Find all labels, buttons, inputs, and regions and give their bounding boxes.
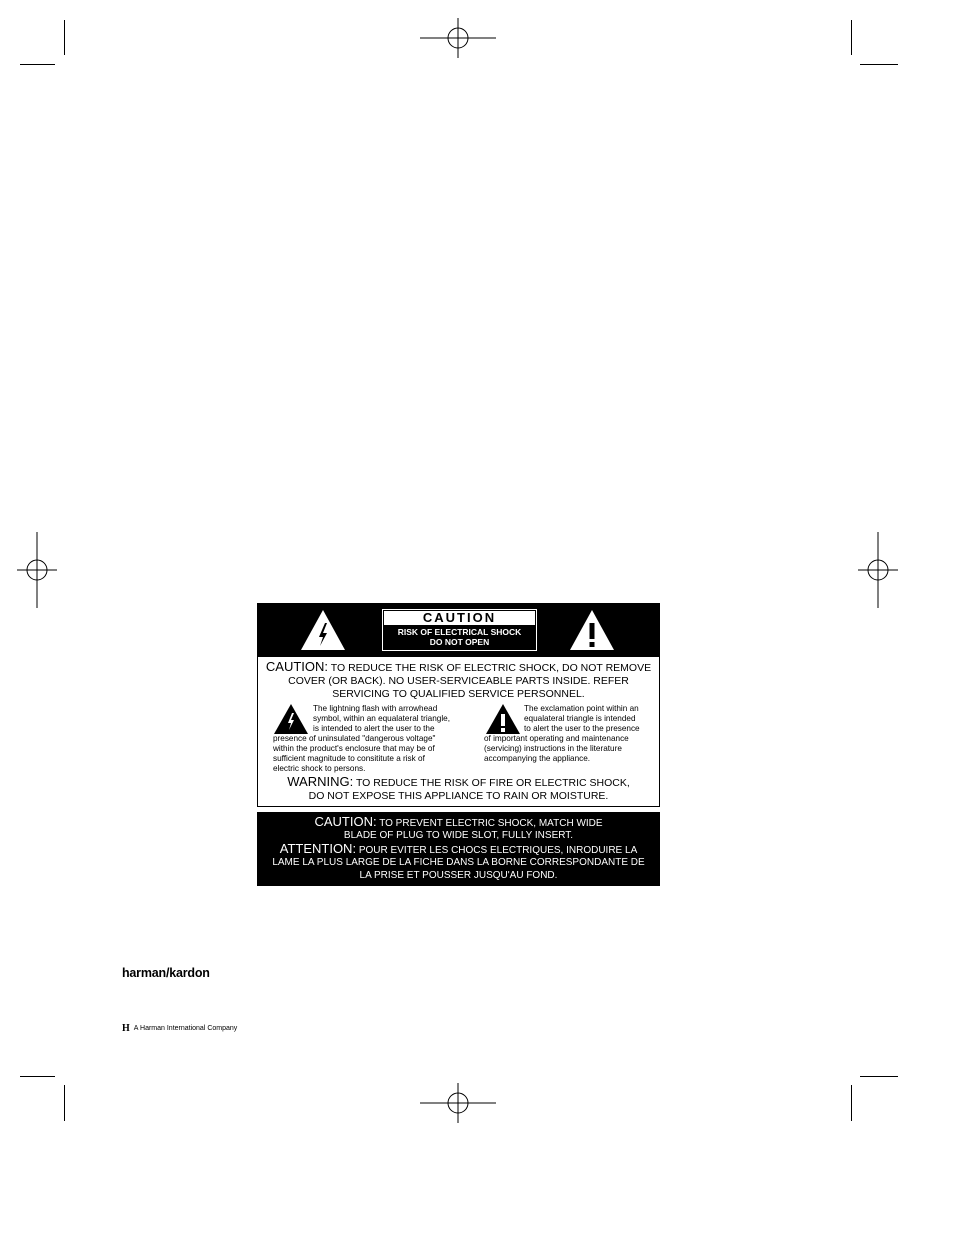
crop-mark xyxy=(20,1076,55,1077)
description-line: accompanying the appliance. xyxy=(484,754,591,763)
crop-mark xyxy=(20,64,55,65)
registration-mark-icon xyxy=(858,532,898,608)
crop-mark xyxy=(64,20,65,55)
caution-paragraph xyxy=(260,660,657,701)
attention-lead: ATTENTION: xyxy=(279,840,357,856)
warning-paragraph xyxy=(260,775,657,803)
description-line: within the product's enclosure that may be of xyxy=(273,744,435,753)
registration-mark-icon xyxy=(420,18,496,58)
harman-logo-icon: H xyxy=(122,1023,130,1034)
plug-caution-text: TO PREVENT ELECTRIC SHOCK, MATCH WIDE xyxy=(379,818,603,829)
description-line: equalateral triangle is intended xyxy=(524,714,636,723)
plug-caution-lead: CAUTION: xyxy=(314,814,377,829)
attention-text: LA PRISE ET POUSSER JUSQU'AU FOND. xyxy=(359,869,558,881)
caution-header-word: CAUTION xyxy=(384,611,535,625)
header-sub-line: RISK OF ELECTRICAL SHOCK xyxy=(397,627,522,637)
plug-caution-panel xyxy=(257,812,660,886)
warning-text: TO REDUCE THE RISK OF FIRE OR ELECTRIC SHOCK, xyxy=(355,777,630,789)
caution-text: COVER (OR BACK). NO USER-SERVICEABLE PARTS INSIDE. REFER xyxy=(288,675,629,687)
attention-text: LAME LA PLUS LARGE DE LA FICHE DANS LA BORNE CORRESPONDANTE DE xyxy=(272,857,645,869)
crop-mark xyxy=(851,20,852,55)
company-line xyxy=(122,1023,237,1034)
header-sub-line: DO NOT OPEN xyxy=(429,637,490,647)
brand-logo: harman/kardon xyxy=(122,966,210,980)
registration-mark-icon xyxy=(17,532,57,608)
crop-mark xyxy=(851,1085,852,1121)
attention-text: POUR EVITER LES CHOCS ELECTRIQUES, INRODUIRE LA xyxy=(358,844,638,856)
lightning-triangle-icon xyxy=(300,609,346,656)
description-line: (servicing) instructions in the literature xyxy=(484,744,622,753)
warning-lead: WARNING: xyxy=(287,774,354,789)
lightning-description xyxy=(273,704,463,774)
crop-mark xyxy=(64,1085,65,1121)
caution-label xyxy=(257,603,660,807)
description-line: The lightning flash with arrowhead xyxy=(313,704,438,713)
description-line: of important operating and maintenance xyxy=(484,734,629,743)
caution-lead: CAUTION: xyxy=(265,659,329,674)
exclamation-triangle-icon xyxy=(569,609,615,656)
caution-text: TO REDUCE THE RISK OF ELECTRIC SHOCK, DO NOT REMOVE xyxy=(330,662,652,674)
description-line: The exclamation point within an xyxy=(524,704,639,713)
crop-mark xyxy=(860,64,898,65)
description-line: symbol, within an equalateral triangle, xyxy=(313,714,450,723)
description-line: sufficient magnitude to consititute a risk of xyxy=(273,754,425,763)
description-line: to alert the user to the presence xyxy=(524,724,640,733)
warning-text: DO NOT EXPOSE THIS APPLIANCE TO RAIN OR MOISTURE. xyxy=(308,790,609,802)
company-name: A Harman International Company xyxy=(133,1025,238,1032)
crop-mark xyxy=(860,1076,898,1077)
description-line: is intended to alert the user to the xyxy=(313,724,435,733)
plug-caution-paragraph xyxy=(257,816,660,882)
caution-header-sub xyxy=(383,627,536,647)
plug-caution-text: BLADE OF PLUG TO WIDE SLOT, FULLY INSERT. xyxy=(343,830,574,842)
description-line: presence of uninsulated "dangerous voltage" xyxy=(273,734,436,743)
exclamation-description xyxy=(484,704,659,764)
registration-mark-icon xyxy=(420,1083,496,1123)
caution-header-box xyxy=(382,609,537,651)
caution-text: SERVICING TO QUALIFIED SERVICE PERSONNEL. xyxy=(332,688,585,700)
caution-label-header xyxy=(258,604,659,657)
description-line: electric shock to persons. xyxy=(273,764,366,773)
